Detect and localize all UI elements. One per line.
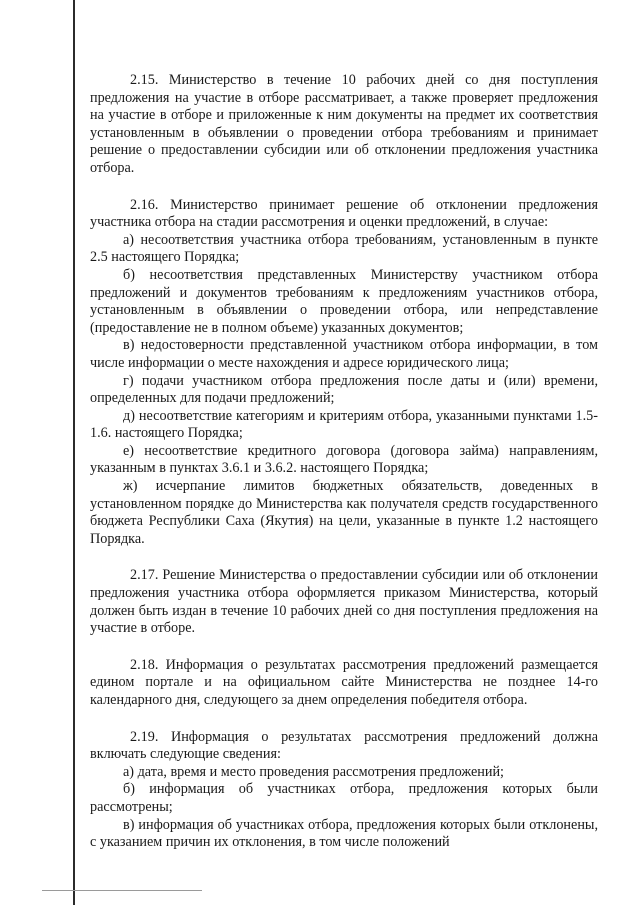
list-item: а) несоответствия участника отбора требованиям, установленным в пункте 2.5 настоящего Порядка; bbox=[90, 231, 598, 266]
list-item: б) информация об участниках отбора, предложения которых были рассмотрены; bbox=[90, 781, 598, 815]
spacer bbox=[90, 710, 598, 729]
list-item: а) дата, время и место проведения рассмотрения предложений; bbox=[123, 763, 504, 780]
paragraph-2-19: 2.19. Информация о результатах рассмотрения предложений должна включать следующие сведения: bbox=[90, 728, 598, 763]
paragraph-2-16: 2.16. Министерство принимает решение об отклонении предложения участника отбора на стадии рассмотрения и оценки предложений, в случае: bbox=[90, 196, 598, 231]
spacer bbox=[90, 178, 598, 197]
document-body bbox=[90, 72, 598, 852]
paragraph-2-18: 2.18. Информация о результатах рассмотрения предложений размещается едином портале и на официальном сайте Министерства не позднее 14-го календарного дня, следующего за днем определения победителя отбора. bbox=[90, 656, 598, 708]
list-item: в) информация об участниках отбора, предложения которых были отклонены, с указанием причин их отклонения, в том числе положений bbox=[90, 816, 598, 851]
list-item: в) недостоверности представленной участником отбора информации, в том числе информации о месте нахождения и адресе юридического лица; bbox=[90, 337, 598, 371]
list-item: д) несоответствие категориям и критериям отбора, указанными пунктами 1.5-1.6. настоящего Порядка; bbox=[90, 407, 598, 442]
list-item: г) подачи участником отбора предложения после даты и (или) времени, определенных для подачи предложений; bbox=[90, 372, 598, 407]
list-item: е) несоответствие кредитного договора (договора займа) направлениям, указанным в пунктах 3.6.1 и 3.6.2. настоящего Порядка; bbox=[90, 442, 598, 477]
binding-margin-line bbox=[73, 0, 75, 905]
spacer bbox=[90, 548, 598, 567]
list-item: ж) исчерпание лимитов бюджетных обязательств, доведенных в установленном порядке до Министерства как получателя средств государственного бюджета Республики Саха (Якутия) на цели, указанные в пункте 1.2 настоящего Порядка. bbox=[90, 478, 598, 547]
list-item: б) несоответствия представленных Министерству участником отбора предложений и документов требованиям к предложениям участников отбора, установленным в объявлении о проведении отбора, или непредставление (предоставление не в полном объеме) указанных документов; bbox=[90, 266, 598, 336]
spacer bbox=[90, 638, 598, 657]
footer-divider bbox=[42, 890, 202, 891]
paragraph-2-17: 2.17. Решение Министерства о предоставлении субсидии или об отклонении предложения участника отбора оформляется приказом Министерства, который должен быть издан в течение 10 рабочих дней со дня поступления предложения на участие в отборе. bbox=[90, 567, 598, 637]
paragraph-2-15: 2.15. Министерство в течение 10 рабочих дней со дня поступления предложения на участие в отборе рассматривает, а также проверяет предложения на участие в отборе и приложенные к ним документы на предмет их соответствия установленным в объявлении о проведении отбора требованиям и принимает решение о предоставлении субсидии или об отклонении предложения участника отбора. bbox=[90, 72, 598, 176]
